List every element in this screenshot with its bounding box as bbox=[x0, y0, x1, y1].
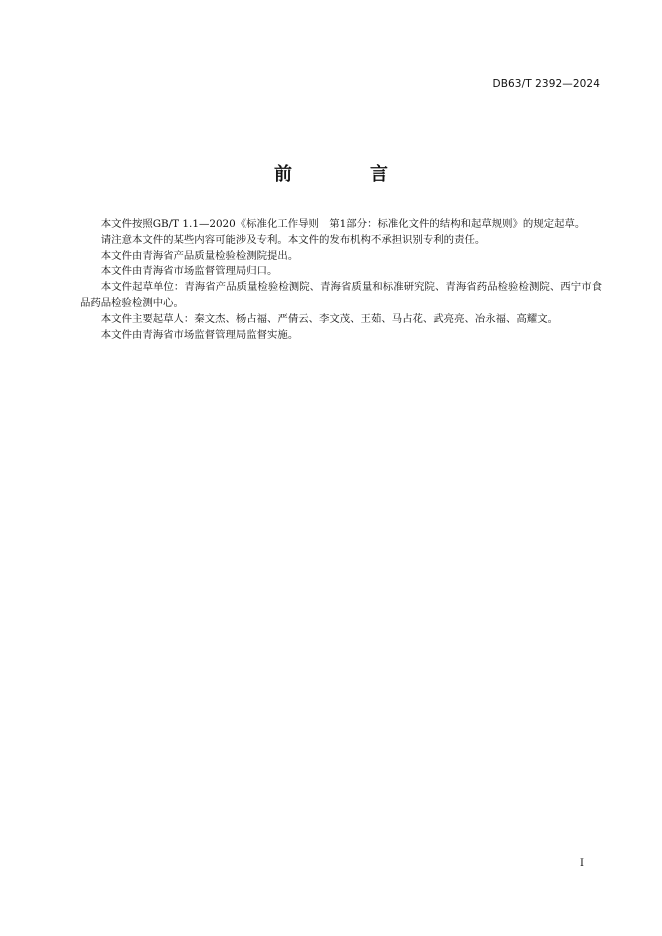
section-title: 前 言 bbox=[274, 164, 418, 185]
paragraph-drafters: 本文件主要起草人：秦文杰、杨占福、严倩云、李文茂、王茹、马占花、武亮亮、冶永福、高耀文。 bbox=[100, 312, 558, 325]
document-code: DB63/T 2392—2024 bbox=[492, 78, 600, 90]
paragraph-proposer: 本文件由青海省产品质量检验检测院提出。 bbox=[100, 249, 299, 262]
paragraph-implementation: 本文件由青海省市场监督管理局监督实施。 bbox=[100, 328, 299, 341]
paragraph-drafting-units: 本文件起草单位：青海省产品质量检验检测院、青海省质量和标准研究院、青海省药品检验检测院、西宁市食品药品检验检测中心。 bbox=[80, 281, 602, 309]
page-number: I bbox=[580, 858, 584, 869]
paragraph-drafting-rules: 本文件按照GB/T 1.1—2020《标准化工作导则 第1部分：标准化文件的结构和起草规则》的规定起草。 bbox=[100, 218, 586, 230]
paragraph-patent-notice: 请注意本文件的某些内容可能涉及专利。本文件的发布机构不承担识别专利的责任。 bbox=[100, 233, 486, 246]
paragraph-administration: 本文件由青海省市场监督管理局归口。 bbox=[100, 265, 278, 278]
foreword-body bbox=[80, 217, 602, 343]
